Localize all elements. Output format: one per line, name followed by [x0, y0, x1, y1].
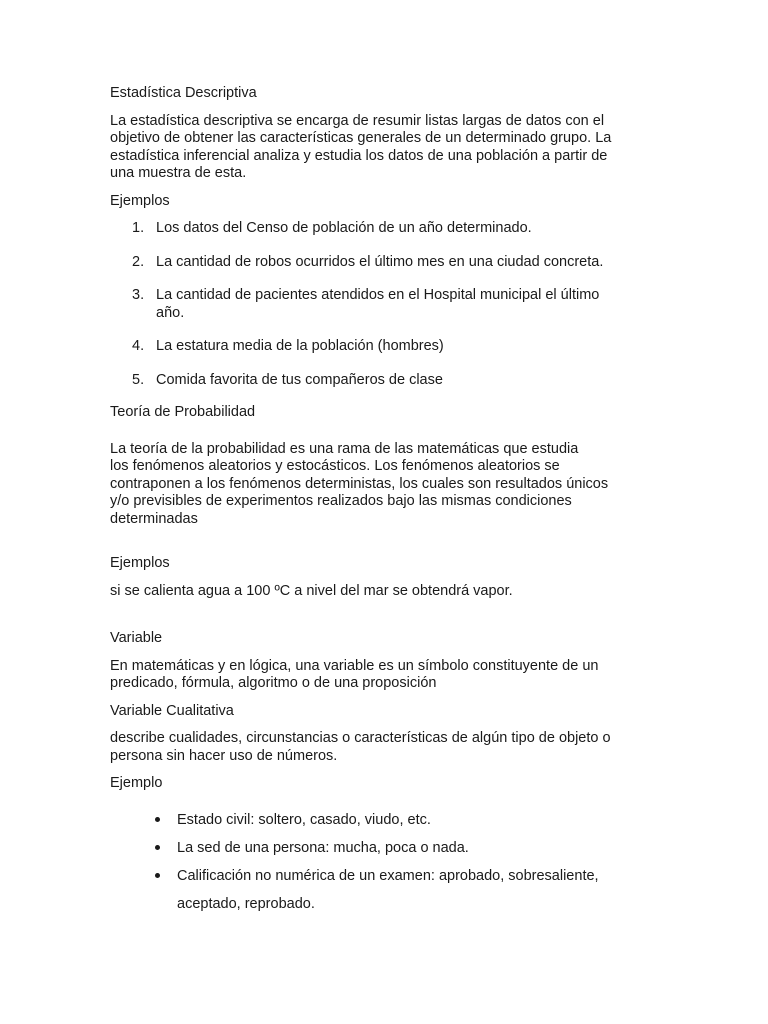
- paragraph-estadistica-descriptiva: La estadística descriptiva se encarga de resumir listas largas de datos con el objetivo de obtener las características generales de un determinado grupo. La estadística inferencial analiza y estudia los datos de una población a partir de una muestra de esta.: [110, 112, 612, 181]
- section-title-teoria-probabilidad: Teoría de Probabilidad: [110, 404, 256, 420]
- list-item: 5. Comida favorita de tus compañeros de clase: [132, 371, 443, 388]
- bullet-icon: [155, 873, 160, 878]
- bullet-list: [110, 806, 650, 918]
- paragraph-teoria-probabilidad: La teoría de la probabilidad es una rama de las matemáticas que estudia los fenómenos aleatorios y estocásticos. Los fenómenos aleatorios se contraponen a los fenómenos deterministas, los cuales son resultados únicos y/o previsibles de experimentos realizados bajo las mismas condiciones determinadas: [110, 440, 609, 527]
- example-label-cualitativa: Ejemplo: [110, 775, 163, 791]
- list-item: 3. La cantidad de pacientes atendidos en el Hospital municipal el último año.: [132, 287, 600, 321]
- list-number: 5.: [132, 371, 145, 388]
- paragraph-variable: En matemáticas y en lógica, una variable es un símbolo constituyente de un predicado, fórmula, algoritmo o de una proposición: [110, 657, 599, 691]
- paragraph-variable-cualitativa: describe cualidades, circunstancias o características de algún tipo de objeto o persona sin hacer uso de números.: [110, 730, 611, 764]
- bullet-icon: [155, 817, 160, 822]
- bullet-icon: [155, 845, 160, 850]
- list-number: 3.: [132, 287, 145, 303]
- list-item: Calificación no numérica de un examen: aprobado, sobresaliente, aceptado, reprobado.: [110, 862, 650, 918]
- list-number: 1.: [132, 220, 145, 236]
- list-item: 2. La cantidad de robos ocurridos el último mes en una ciudad concreta.: [132, 253, 604, 270]
- list-number: 2.: [132, 253, 145, 270]
- list-item: Estado civil: soltero, casado, viudo, etc.: [110, 806, 650, 834]
- example-text-probabilidad: si se calienta agua a 100 ºC a nivel del mar se obtendrá vapor.: [110, 582, 513, 599]
- list-item: La sed de una persona: mucha, poca o nada.: [110, 834, 650, 862]
- document-page: [110, 85, 650, 918]
- section-title-estadistica-descriptiva: Estadística Descriptiva: [110, 85, 257, 101]
- list-item: 1. Los datos del Censo de población de un año determinado.: [132, 220, 532, 236]
- examples-list: [110, 220, 650, 389]
- examples-label-probabilidad: Ejemplos: [110, 555, 170, 571]
- examples-label: Ejemplos: [110, 192, 170, 209]
- list-item: 4. La estatura media de la población (hombres): [132, 338, 444, 354]
- list-number: 4.: [132, 338, 145, 354]
- section-title-variable-cualitativa: Variable Cualitativa: [110, 702, 234, 719]
- section-title-variable: Variable: [110, 630, 163, 646]
